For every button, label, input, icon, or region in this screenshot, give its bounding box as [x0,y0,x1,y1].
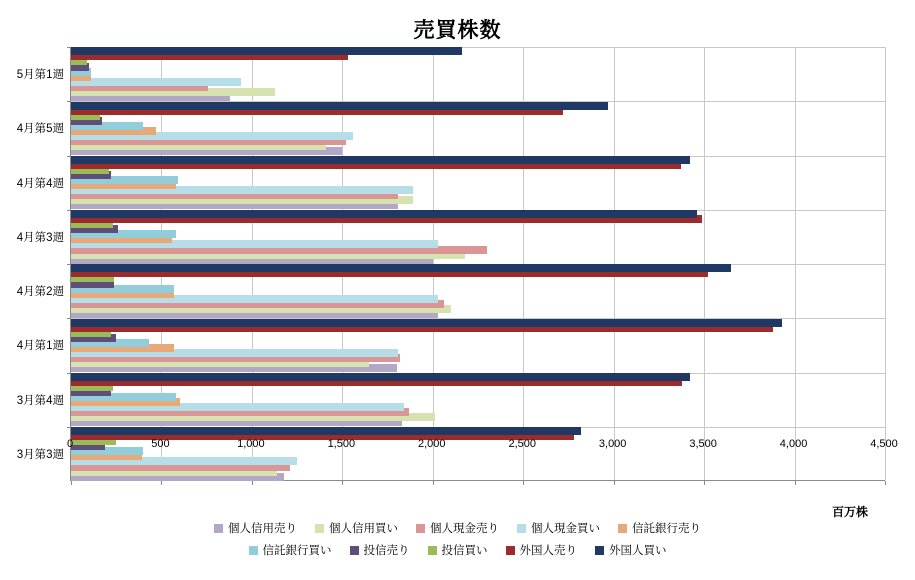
legend-item[interactable] [350,542,410,558]
bar [71,78,241,86]
bar [71,210,697,218]
legend-color-swatch [595,546,604,555]
y-axis-category-label: 4月第2週 [16,286,64,299]
legend-label: 信託銀行買い [262,545,332,557]
x-axis-tick-label: 500 [151,438,170,450]
legend-color-swatch [416,524,425,533]
legend-label: 個人信用買い [329,523,398,535]
legend-row [0,518,915,538]
x-axis-tick-mark [523,481,524,485]
legend-item[interactable] [249,542,332,558]
legend-color-swatch [350,546,359,555]
legend-label: 外国人買い [609,545,667,557]
bar [71,264,731,272]
y-axis-category-label: 4月第4週 [16,177,64,190]
legend-row [0,540,915,560]
y-axis-category-label: 3月第4週 [16,394,64,407]
grid-line [885,47,886,480]
x-axis-tick-mark [704,481,705,485]
legend-label: 個人現金売り [430,523,499,535]
x-axis-tick-label: 3,500 [689,438,717,450]
x-axis-tick-label: 1,500 [327,438,356,450]
legend-color-swatch [315,524,324,533]
x-axis-tick-mark [71,481,72,485]
legend-color-swatch [214,524,223,533]
y-axis-category-label: 4月第1週 [16,340,64,353]
x-axis-tick-mark [252,481,253,485]
x-axis-tick-label: 1,000 [237,438,265,450]
legend-item[interactable] [315,520,398,536]
bar [71,373,690,381]
legend-label: 投信買い [441,545,488,557]
plot-area [70,47,885,481]
legend-item[interactable] [214,520,297,536]
x-axis-tick-mark [795,481,796,485]
legend-item[interactable] [618,520,701,536]
legend-item[interactable] [595,542,667,558]
x-axis-tick-mark [161,481,162,485]
legend-label: 個人信用売り [228,523,297,535]
legend-label: 外国人売り [519,545,577,557]
y-axis-category-label: 5月第1週 [16,69,64,82]
chart-title: 売買株数 [413,19,502,42]
x-axis-tick-mark [342,481,343,485]
x-axis-tick-label: 4,000 [779,438,808,450]
bar [71,156,690,164]
axis-unit-label: 百万株 [832,505,869,519]
x-axis-tick-mark [433,481,434,485]
y-axis-category-label: 4月第5週 [16,123,64,136]
legend-label: 信託銀行売り [632,523,701,535]
legend-item[interactable] [506,542,578,558]
legend-label: 個人現金買い [531,523,600,535]
x-axis-tick-label: 2,000 [418,438,446,450]
x-axis-tick-label: 4,500 [870,438,898,450]
legend-item[interactable] [517,520,600,536]
legend-color-swatch [618,524,627,533]
legend-item[interactable] [416,520,499,536]
chart-legend [0,518,915,560]
legend-label: 投信売り [363,545,410,557]
bar [71,319,782,327]
bar [71,47,462,55]
legend-color-swatch [517,524,526,533]
x-axis-tick-mark [885,481,886,485]
x-axis-tick-mark [614,481,615,485]
y-axis-category-label: 3月第3週 [16,448,64,461]
x-axis-tick-label: 2,500 [508,438,536,450]
bar [71,427,581,435]
legend-color-swatch [428,546,437,555]
x-axis-tick-label: 0 [66,438,74,450]
x-axis-tick-label: 3,000 [598,438,627,450]
legend-color-swatch [506,546,515,555]
bar [71,102,608,110]
legend-color-swatch [249,546,258,555]
y-axis-category-label: 4月第3週 [16,231,64,244]
legend-item[interactable] [428,542,488,558]
